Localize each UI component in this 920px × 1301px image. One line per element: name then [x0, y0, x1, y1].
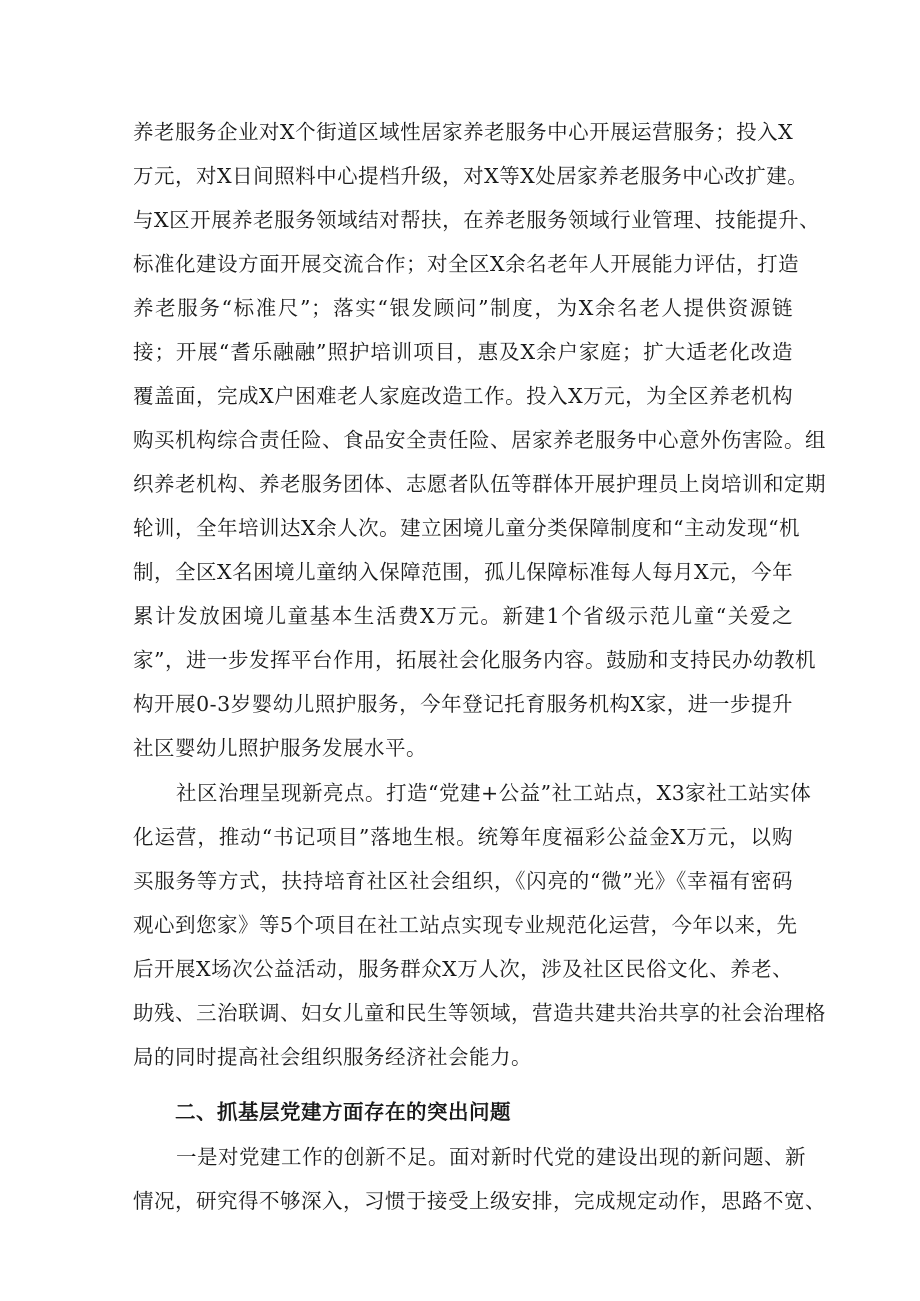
text-line: 买服务等方式，扶持培育社区社会组织，《闪亮的“微”光》《幸福有密码	[133, 869, 793, 893]
text-line: 家”，进一步发挥平台作用，拓展社会化服务内容。鼓励和支持民办幼教机	[133, 648, 816, 672]
section-heading: 二、抓基层党建方面存在的突出问题	[175, 1100, 511, 1124]
text-line: 制，全区X名困境儿童纳入保障范围，孤儿保障标准每人每月X元，今年	[133, 560, 794, 584]
text-line: 接；开展“耆乐融融”照护培训项目，惠及X余户家庭；扩大适老化改造	[133, 340, 793, 364]
text-line: 构开展0-3岁婴幼儿照护服务，今年登记托育服务机构X家，进一步提升	[133, 692, 793, 716]
text-line: 社区婴幼儿照护服务发展水平。	[133, 736, 427, 760]
text-line: 轮训，全年培训达X余人次。建立困境儿童分类保障制度和“主动发现“机	[133, 516, 801, 540]
text-line: 织养老机构、养老服务团体、志愿者队伍等群体开展护理员上岗培训和定期	[133, 472, 826, 496]
text-line: 局的同时提高社会组织服务经济社会能力。	[133, 1045, 532, 1069]
text-line: 养老服务企业对X个街道区域性居家养老服务中心开展运营服务；投入X	[133, 120, 794, 144]
text-line: 累计发放困境儿童基本生活费X万元。新建1个省级示范儿童“关爱之	[133, 604, 793, 628]
text-line: 万元，对X日间照料中心提档升级，对X等X处居家养老服务中心改扩建。	[133, 164, 809, 188]
text-line: 一是对党建工作的创新不足。面对新时代党的建设出现的新问题、新	[176, 1145, 806, 1169]
text-line: 助残、三治联调、妇女儿童和民生等领域，营造共建共治共享的社会治理格	[133, 1001, 826, 1025]
text-line: 覆盖面，完成X户困难老人家庭改造工作。投入X万元，为全区养老机构	[133, 384, 794, 408]
text-line: 购买机构综合责任险、食品安全责任险、居家养老服务中心意外伤害险。组	[133, 428, 826, 452]
text-line: 后开展X场次公益活动，服务群众X万人次，涉及社区民俗文化、养老、	[133, 957, 794, 981]
text-line: 情况，研究得不够深入，习惯于接受上级安排，完成规定动作，思路不宽、	[133, 1189, 826, 1213]
text-line: 社区治理呈现新亮点。打造“党建+公益”社工站点，X3家社工站实体	[176, 781, 812, 805]
text-line: 标准化建设方面开展交流合作；对全区X余名老年人开展能力评估，打造	[133, 252, 800, 276]
text-line: 化运营，推动“书记项目”落地生根。统筹年度福彩公益金X万元，以购	[133, 825, 793, 849]
text-line: 观心到您家》等5个项目在社工站点实现专业规范化运营，今年以来，先	[133, 913, 798, 937]
text-line: 养老服务“标准尺”；落实“银发顾问”制度，为X余名老人提供资源链	[133, 296, 793, 320]
text-line: 与X区开展养老服务领域结对帮扶，在养老服务领域行业管理、技能提升、	[133, 208, 821, 232]
